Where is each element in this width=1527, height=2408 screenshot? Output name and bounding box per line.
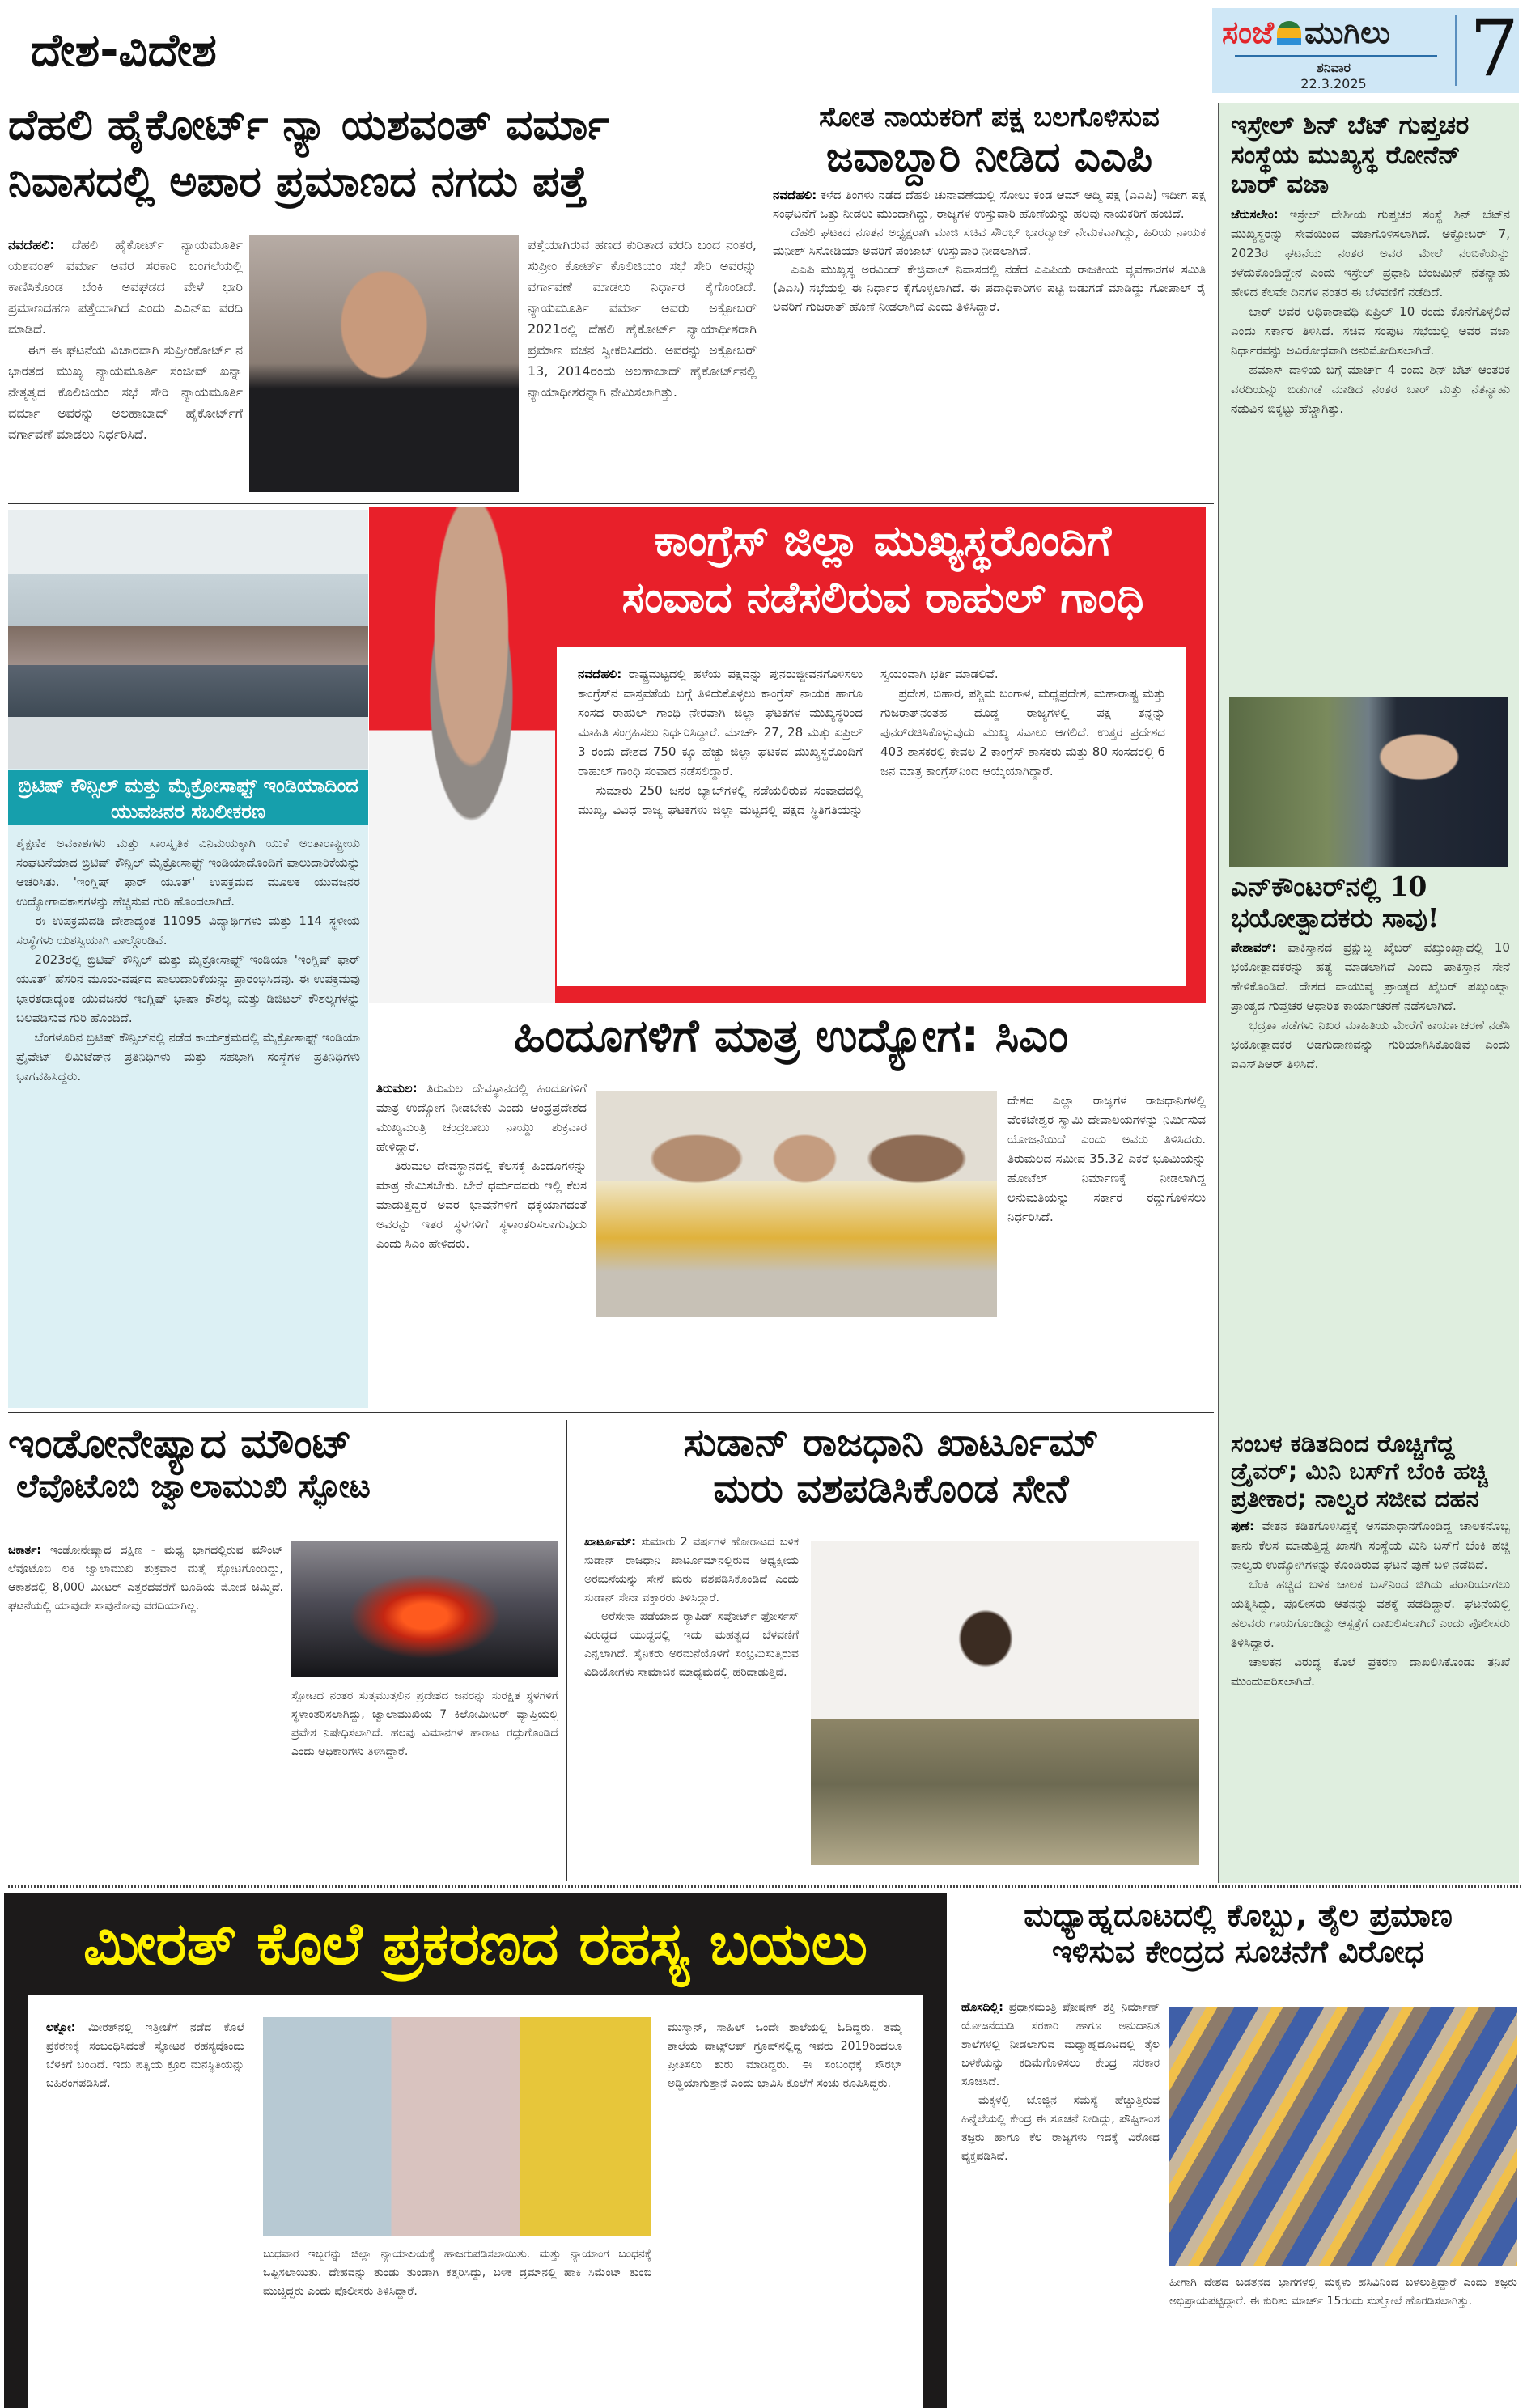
children-eating-photo [1169, 2007, 1517, 2266]
headline-line1: ಇಂಡೋನೇಷ್ಯಾದ ಮೌಂಟ್ [8, 1420, 352, 1467]
dateline: ನವದೆಹಲಿ: [773, 188, 817, 203]
paragraph: ರಾಷ್ಟ್ರಮಟ್ಟದಲ್ಲಿ ಹಳೆಯ ಪಕ್ಷವನ್ನು ಪುನರುಜ್ಜೀವನಗೊಳಿಸಲು ಕಾಂಗ್ರೆಸ್‌ನ ವಾಸ್ತವತೆಯ ಬಗ್ಗೆ ತಿಳಿದುಕೊಳ್ಳಲು ಕಾಂಗ್ರೆಸ್ ನಾಯಕ ಹಾಗೂ ಸಂಸದ ರಾಹುಲ್ ಗಾಂಧಿ ನೇರವಾಗಿ ಜಿಲ್ಲಾ ಘಟಕಗಳ ಮುಖ್ಯಸ್ಥರಿಂದ ಮಾಹಿತಿ ಸಂಗ್ರಹಿಸಲು ನಿರ್ಧರಿಸಿದ್ದಾರೆ. ಮಾರ್ಚ್ 27, 28 ಮತ್ತು ಏಪ್ರಿಲ್ 3 ರಂದು ದೇಶದ 750 ಕ್ಕೂ ಹೆಚ್ಚು ಜಿಲ್ಲಾ ಘಟಕದ ಮುಖ್ಯಸ್ಥರೊಂದಿಗೆ ರಾಹುಲ್ ಗಾಂಧಿ ಸಂವಾದ ನಡೆಸಲಿದ್ದಾರೆ. [578, 667, 863, 778]
article-body [1231, 938, 1510, 1074]
section-title: ದೇಶ-ವಿದೇಶ [31, 24, 217, 77]
headline-line1: ಮಧ್ಯಾಹ್ನದೂಟದಲ್ಲಿ ಕೊಬ್ಬು, ತೈಲ ಪ್ರಮಾಣ [1024, 1897, 1453, 1933]
paragraph: ತಿರುಮಲ ದೇವಸ್ಥಾನದಲ್ಲಿ ಕೆಲಸಕ್ಕೆ ಹಿಂದೂಗಳನ್ನು ಮಾತ್ರ ನೇಮಿಸಬೇಕು. ಬೇರೆ ಧರ್ಮದವರು ಇಲ್ಲಿ ಕೆಲಸ ಮಾಡುತ್ತಿದ್ದರೆ ಅವರ ಭಾವನೆಗಳಿಗೆ ಧಕ್ಕೆಯಾಗದಂತೆ ಅವರನ್ನು ಇತರ ಸ್ಥಳಗಳಿಗೆ ಸ್ಥಳಾಂತರಿಸಲಾಗುವುದು ಎಂದು ಸಿಎಂ ಹೇಳಿದರು. [376, 1159, 587, 1251]
article-body-col2 [528, 235, 757, 492]
article-body-col3 [668, 2019, 902, 2399]
dateline: ಜಕಾರ್ತ: [8, 1544, 41, 1557]
paragraph: ಬೆಂಗಳೂರಿನ ಬ್ರಿಟಿಷ್ ಕೌನ್ಸಿಲ್‌ನಲ್ಲಿ ನಡೆದ ಕಾರ್ಯಕ್ರಮದಲ್ಲಿ ಮೈಕ್ರೋಸಾಫ್ಟ್ ಇಂಡಿಯಾ ಪ್ರೈವೇಟ್ ಲಿಮಿಟೆಡ್‌ನ ಪ್ರತಿನಿಧಿಗಳು ಮತ್ತು ಸಹಭಾಗಿ ಸಂಸ್ಥೆಗಳ ಪ್ರತಿನಿಧಿಗಳು ಭಾಗವಹಿಸಿದ್ದರು. [16, 1030, 360, 1083]
dateline: ಖಾರ್ಟೂಮ್: [584, 1536, 636, 1549]
paragraph: ಪತ್ತೆಯಾಗಿರುವ ಹಣದ ಕುರಿತಾದ ವರದಿ ಬಂದ ನಂತರ, ಸುಪ್ರೀಂ ಕೋರ್ಟ್ ಕೊಲಿಜಿಯಂ ಸಭೆ ಸೇರಿ ಅವರನ್ನು ವರ್ಗಾವಣೆ ಮಾಡಲು ನಿರ್ಧಾರ ಕೈಗೊಂಡಿದೆ. ನ್ಯಾಯಮೂರ್ತಿ ವರ್ಮಾ ಅವರು ಅಕ್ಟೋಬರ್ 2021ರಲ್ಲಿ ದೆಹಲಿ ಹೈಕೋರ್ಟ್ ನ್ಯಾಯಾಧೀಶರಾಗಿ ಪ್ರಮಾಣ ವಚನ ಸ್ವೀಕರಿಸಿದರು. ಅವರನ್ನು ಅಕ್ಟೋಬರ್ 13, 2014ರಂದು ಅಲಹಾಬಾದ್ ಹೈಕೋರ್ಟ್‌ನಲ್ಲಿ ನ್ಯಾಯಾಧೀಶರನ್ನಾಗಿ ನೇಮಿಸಲಾಗಿತ್ತು. [528, 237, 757, 400]
paragraph: 2023ರಲ್ಲಿ ಬ್ರಿಟಿಷ್ ಕೌನ್ಸಿಲ್ ಮತ್ತು ಮೈಕ್ರೋಸಾಫ್ಟ್ ಇಂಡಿಯಾ 'ಇಂಗ್ಲಿಷ್ ಫಾರ್ ಯೂತ್' ಹೆಸರಿನ ಮೂರು-ವರ್ಷದ ಪಾಲುದಾರಿಕೆಯನ್ನು ಪ್ರಾರಂಭಿಸಿದವು. ಈ ಉಪಕ್ರಮವು ಭಾರತದಾದ್ಯಂತ ಯುವಜನರ ಇಂಗ್ಲಿಷ್ ಭಾಷಾ ಕೌಶಲ್ಯ ಮತ್ತು ಡಿಜಿಟಲ್ ಕೌಶಲ್ಯಗಳನ್ನು ಬಲಪಡಿಸುವ ಗುರಿ ಹೊಂದಿದೆ. [16, 952, 360, 1025]
paragraph: ಇಂಡೋನೇಷ್ಯಾದ ದಕ್ಷಿಣ - ಮಧ್ಯ ಭಾಗದಲ್ಲಿರುವ ಮೌಂಟ್ ಲೆವೊಟೊಬಿ ಲಕಿ ಜ್ವಾಲಾಮುಖಿ ಶುಕ್ರವಾರ ಮತ್ತೆ ಸ್ಫೋಟಗೊಂಡಿದ್ದು, ಆಕಾಶದಲ್ಲಿ 8,000 ಮೀಟರ್ ಎತ್ತರದವರೆಗೆ ಬೂದಿಯ ಮೋಡ ಚಿಮ್ಮಿದೆ. ಘಟನೆಯಲ್ಲಿ ಯಾವುದೇ ಸಾವುನೋವು ವರದಿಯಾಗಿಲ್ಲ. [8, 1544, 283, 1613]
dateline: ಜೆರುಸಲೇಂ: [1231, 206, 1279, 222]
headline: ಹಿಂದೂಗಳಿಗೆ ಮಾತ್ರ ಉದ್ಯೋಗ: ಸಿಎಂ [513, 1010, 1069, 1062]
article-body-col2 [263, 2245, 651, 2399]
paragraph: ಮಕ್ಕಳಲ್ಲಿ ಬೊಜ್ಜಿನ ಸಮಸ್ಯೆ ಹೆಚ್ಚುತ್ತಿರುವ ಹಿನ್ನೆಲೆಯಲ್ಲಿ ಕೇಂದ್ರ ಈ ಸೂಚನೆ ನೀಡಿದ್ದು, ಪೌಷ್ಟಿಕಾಂಶ ತಜ್ಞರು ಹಾಗೂ ಕೆಲ ರಾಜ್ಯಗಳು ಇದಕ್ಕೆ ವಿರೋಧ ವ್ಯಕ್ತಪಡಿಸಿವೆ. [961, 2094, 1160, 2163]
headline: ಇಸ್ರೇಲ್ ಶಿನ್ ಬೆಟ್ ಗುಪ್ತಚರ ಸಂಸ್ಥೆಯ ಮುಖ್ಯಸ್ಥ ರೋನೆನ್ ಬಾರ್ ವಜಾ [1231, 111, 1470, 200]
paragraph: ಬೆಂಕಿ ಹಚ್ಚಿದ ಬಳಿಕ ಚಾಲಕ ಬಸ್‌ನಿಂದ ಜಿಗಿದು ಪರಾರಿಯಾಗಲು ಯತ್ನಿಸಿದ್ದು, ಪೊಲೀಸರು ಆತನನ್ನು ವಶಕ್ಕೆ ಪಡೆದಿದ್ದಾರೆ. ಘಟನೆಯಲ್ಲಿ ಹಲವರು ಗಾಯಗೊಂಡಿದ್ದು ಆಸ್ಪತ್ರೆಗೆ ದಾಖಲಿಸಲಾಗಿದೆ ಎಂದು ಪೊಲೀಸರು ತಿಳಿಸಿದ್ದಾರೆ. [1231, 1576, 1510, 1650]
article-body [557, 647, 1186, 986]
article-encounter [1231, 871, 1510, 1422]
headline-line2: ಇಳಿಸುವ ಕೇಂದ್ರದ ಸೂಚನೆಗೆ ವಿರೋಧ [1052, 1933, 1424, 1969]
article-body [16, 833, 360, 1400]
paragraph: ತಿರುಮಲ ದೇವಸ್ಥಾನದಲ್ಲಿ ಹಿಂದೂಗಳಿಗೆ ಮಾತ್ರ ಉದ್ಯೋಗ ನೀಡಬೇಕು ಎಂದು ಆಂಧ್ರಪ್ರದೇಶದ ಮುಖ್ಯಮಂತ್ರಿ ಚಂದ್ರಬಾಬು ನಾಯ್ಡು ಶುಕ್ರವಾರ ಹೇಳಿದ್ದಾರೆ. [376, 1081, 587, 1154]
dateline: ಪೇಶಾವರ್: [1231, 939, 1277, 955]
dateline: ನವದೆಹಲಿ: [8, 237, 55, 252]
paragraph: ಬಾರ್ ಅವರ ಅಧಿಕಾರಾವಧಿ ಏಪ್ರಿಲ್ 10 ರಂದು ಕೊನೆಗೊಳ್ಳಲಿದೆ ಎಂದು ಸರ್ಕಾರ ತಿಳಿಸಿದೆ. ಸಚಿವ ಸಂಪುಟ ಸಭೆಯಲ್ಲಿ ಅವರ ವಜಾ ನಿರ್ಧಾರವನ್ನು ಅವಿರೋಧವಾಗಿ ಅನುಮೋದಿಸಲಾಗಿದೆ. [1231, 303, 1510, 358]
headline-line1: ಸೋತ ನಾಯಕರಿಗೆ ಪಕ್ಷ ಬಲಗೊಳಿಸುವ [819, 101, 1160, 134]
page-number: 7 [1470, 8, 1519, 93]
article-rahul-gandhi [369, 507, 1206, 1003]
headline-line1: ಸುಡಾನ್ ರಾಜಧಾನಿ ಖಾರ್ಟೂಮ್ [683, 1420, 1099, 1465]
dateline: ತಿರುಮಲ: [376, 1081, 418, 1096]
paragraph: ಶೈಕ್ಷಣಿಕ ಅವಕಾಶಗಳು ಮತ್ತು ಸಾಂಸ್ಕೃತಿಕ ವಿನಿಮಯಕ್ಕಾಗಿ ಯುಕೆ ಅಂತಾರಾಷ್ಟ್ರೀಯ ಸಂಘಟನೆಯಾದ ಬ್ರಿಟಿಷ್ ಕೌನ್ಸಿಲ್ ಮೈಕ್ರೋಸಾಫ್ಟ್ ಇಂಡಿಯಾದೊಂದಿಗೆ ಪಾಲುದಾರಿಕೆಯನ್ನು ಆಚರಿಸಿತು. 'ಇಂಗ್ಲಿಷ್ ಫಾರ್ ಯೂತ್' ಉಪಕ್ರಮದ ಮೂಲಕ ಯುವಜನರ ಉದ್ಯೋಗಾವಕಾಶಗಳನ್ನು ಹೆಚ್ಚಿಸುವ ಗುರಿ ಹೊಂದಲಾಗಿದೆ. [16, 836, 360, 909]
headline: ದೆಹಲಿ ಹೈಕೋರ್ಟ್ ನ್ಯಾ ಯಶವಂತ್ ವರ್ಮಾ ನಿವಾಸದಲ್ಲಿ ಅಪಾರ ಪ್ರಮಾಣದ ನಗದು ಪತ್ತೆ [8, 101, 610, 206]
paragraph: ಎಎಪಿ ಮುಖ್ಯಸ್ಥ ಅರವಿಂದ್ ಕೇಜ್ರಿವಾಲ್ ನಿವಾಸದಲ್ಲಿ ನಡೆದ ಎಎಪಿಯ ರಾಜಕೀಯ ವ್ಯವಹಾರಗಳ ಸಮಿತಿ (ಪಿಎಸಿ) ಸಭೆಯಲ್ಲಿ ಈ ನಿರ್ಧಾರ ಕೈಗೊಳ್ಳಲಾಗಿದೆ. ಈ ಪದಾಧಿಕಾರಿಗಳ ಪಟ್ಟಿ ಬಿಡುಗಡೆ ಮಾಡಿದ್ದು ಗೋಪಾಲ್ ರೈ ಅವರಿಗೆ ಗುಜರಾತ್ ಹೊಣೆ ನೀಡಲಾಗಿದೆ ಎಂದು ತಿಳಿಸಿದ್ದಾರೆ. [773, 262, 1206, 315]
article-indonesia-volcano [8, 1420, 562, 1881]
article-body [773, 186, 1206, 316]
article-body [8, 235, 243, 492]
paragraph: ಇಸ್ರೇಲ್ ದೇಶೀಯ ಗುಪ್ತಚರ ಸಂಸ್ಥೆ ಶಿನ್ ಬೆಟ್‌ನ ಮುಖ್ಯಸ್ಥರನ್ನು ಸೇವೆಯಿಂದ ವಜಾಗೊಳಿಸಲಾಗಿದೆ. ಅಕ್ಟೋಬರ್ 7, 2023ರ ಘಟನೆಯ ನಂತರ ಅವರ ಮೇಲೆ ನಂಬಿಕೆಯನ್ನು ಕಳೆದುಕೊಂಡಿದ್ದೇನೆ ಎಂದು ಇಸ್ರೇಲ್ ಪ್ರಧಾನಿ ಬೆಂಜಮಿನ್ ನೆತನ್ಯಾಹು ಹೇಳಿದ ಕೆಲವೇ ದಿನಗಳ ನಂತರ ಈ ಬೆಳವಣಿಗೆ ನಡೆದಿದೆ. [1231, 206, 1510, 299]
masthead-date: 22.3.2025 [1300, 76, 1367, 91]
paragraph: ಈಗ ಈ ಘಟನೆಯ ವಿಚಾರವಾಗಿ ಸುಪ್ರೀಂಕೋರ್ಟ್ ನ ಭಾರತದ ಮುಖ್ಯ ನ್ಯಾಯಮೂರ್ತಿ ಸಂಜೀವ್ ಖನ್ನಾ ನೇತೃತ್ವದ ಕೊಲಿಜಿಯಂ ಸಭೆ ಸೇರಿ ನ್ಯಾಯಮೂರ್ತಿ ವರ್ಮಾ ಅವರನ್ನು ಅಲಹಾಬಾದ್ ಹೈಕೋರ್ಟ್‌ಗೆ ವರ್ಗಾವಣೆ ಮಾಡಲು ನಿರ್ಧರಿಸಿದೆ. [8, 342, 243, 442]
headline: ಸಂಬಳ ಕಡಿತದಿಂದ ರೊಚ್ಚಿಗೆದ್ದ ಡ್ರೈವರ್; ಮಿನಿ ಬಸ್‌ಗೆ ಬೆಂಕಿ ಹಚ್ಚಿ ಪ್ರತೀಕಾರ; ನಾಲ್ವರ ಸಜೀವ ದಹನ [1231, 1430, 1488, 1513]
paragraph: ದೆಹಲಿ ಹೈಕೋರ್ಟ್ ನ್ಯಾಯಮೂರ್ತಿ ಯಶವಂತ್ ವರ್ಮಾ ಅವರ ಸರಕಾರಿ ಬಂಗಲೆಯಲ್ಲಿ ಕಾಣಿಸಿಕೊಂಡ ಬೆಂಕಿ ಅವಘಡದ ವೇಳೆ ಭಾರಿ ಪ್ರಮಾಣದಹಣ ಪತ್ತೆಯಾಗಿದೆ ಎಂದು ಎಎನ್‌ಐ ವರದಿ ಮಾಡಿದೆ. [8, 237, 243, 337]
headline-line1: ಕಾಂಗ್ರೆಸ್ ಜಿಲ್ಲಾ ಮುಖ್ಯಸ್ಥರೊಂದಿಗೆ [654, 517, 1112, 566]
article-meerut [4, 1893, 947, 2408]
palm-sun-logo-icon [1277, 21, 1301, 45]
group-photo [8, 510, 368, 769]
dateline: ನವದೆಹಲಿ: [578, 667, 622, 681]
chandrababu-naidu-photo [596, 1091, 997, 1317]
article-delhi-hc [8, 97, 757, 502]
article-cm-hindu-jobs [376, 1010, 1206, 1408]
paragraph: ಅರೆಸೇನಾ ಪಡೆಯಾದ ರ್‍ಯಾಪಿಡ್ ಸಪೋರ್ಟ್ ಫೋರ್ಸಸ್ ವಿರುದ್ಧದ ಯುದ್ಧದಲ್ಲಿ ಇದು ಮಹತ್ವದ ಬೆಳವಣಿಗೆ ಎನ್ನಲಾಗಿದೆ. ಸೈನಿಕರು ಅರಮನೆಯೊಳಗೆ ಸಂಭ್ರಮಿಸುತ್ತಿರುವ ವಿಡಿಯೋಗಳು ಸಾಮಾಜಿಕ ಮಾಧ್ಯಮದಲ್ಲಿ ಹರಿದಾಡುತ್ತಿವೆ. [584, 1610, 799, 1679]
ronen-bar-photo [1229, 697, 1508, 867]
article-british-council [8, 510, 368, 1408]
paragraph: ಸ್ಫೋಟದ ನಂತರ ಸುತ್ತಮುತ್ತಲಿನ ಪ್ರದೇಶದ ಜನರನ್ನು ಸುರಕ್ಷಿತ ಸ್ಥಳಗಳಿಗೆ ಸ್ಥಳಾಂತರಿಸಲಾಗಿದ್ದು, ಜ್ವಾಲಾಮುಖಿಯ 7 ಕಿಲೋಮೀಟರ್ ವ್ಯಾಪ್ತಿಯಲ್ಲಿ ಪ್ರವೇಶ ನಿಷೇಧಿಸಲಾಗಿದೆ. ಹಲವು ವಿಮಾನಗಳ ಹಾರಾಟ ರದ್ದುಗೊಂಡಿದೆ ಎಂದು ಅಧಿಕಾರಿಗಳು ತಿಳಿಸಿದ್ದಾರೆ. [291, 1689, 558, 1758]
volcano-eruption-photo [291, 1541, 558, 1677]
paragraph: ಹೀಗಾಗಿ ದೇಶದ ಬಡತನದ ಭಾಗಗಳಲ್ಲಿ ಮಕ್ಕಳು ಹಸಿವಿನಿಂದ ಬಳಲುತ್ತಿದ್ದಾರೆ ಎಂದು ತಜ್ಞರು ಅಭಿಪ್ರಾಯಪಟ್ಟಿದ್ದಾರೆ. ಈ ಕುರಿತು ಮಾರ್ಚ್ 15ರಂದು ಸುತ್ತೋಲೆ ಹೊರಡಿಸಲಾಗಿತ್ತು. [1169, 2276, 1517, 2308]
headline-line2: ಸಂವಾದ ನಡೆಸಲಿರುವ ರಾಹುಲ್ ಗಾಂಧಿ [621, 574, 1144, 622]
dateline: ಪುಣೆ: [1231, 1518, 1255, 1533]
judge-photo [249, 235, 519, 492]
headline-banner [8, 770, 368, 825]
sudan-soldiers-photo [811, 1541, 1199, 1865]
paragraph: ಪ್ರದೇಶ, ಬಿಹಾರ, ಪಶ್ಚಿಮ ಬಂಗಾಳ, ಮಧ್ಯಪ್ರದೇಶ, ಮಹಾರಾಷ್ಟ್ರ ಮತ್ತು ಗುಜರಾತ್‌ನಂತಹ ದೊಡ್ಡ ರಾಜ್ಯಗಳಲ್ಲಿ ಪಕ್ಷ ತನ್ನನ್ನು ಪುನರ್‌ರಚಿಸಿಕೊಳ್ಳುವುದು ಮುಖ್ಯ ಸವಾಲು ಆಗಲಿದೆ. ಉತ್ತರ ಪ್ರದೇಶದ 403 ಶಾಸಕರಲ್ಲಿ ಕೇವಲ 2 ಕಾಂಗ್ರೆಸ್ ಶಾಸಕರು ಮತ್ತು 80 ಸಂಸದರಲ್ಲಿ 6 ಜನ ಮಾತ್ರ ಕಾಂಗ್ರೆಸ್‌ನಿಂದ ಆಯ್ಕೆಯಾಗಿದ್ದಾರೆ. [880, 686, 1165, 778]
masthead-name-part1: ಸಂಜೆ [1222, 15, 1275, 50]
paragraph: ಭದ್ರತಾ ಪಡೆಗಳು ನಿಖರ ಮಾಹಿತಿಯ ಮೇರೆಗೆ ಕಾರ್ಯಾಚರಣೆ ನಡೆಸಿ ಭಯೋತ್ಪಾದಕರ ಅಡಗುದಾಣವನ್ನು ಗುರಿಯಾಗಿಸಿಕೊಂಡಿವೆ ಎಂದು ಐಎಸ್‌ಪಿಆರ್ ತಿಳಿಸಿದೆ. [1231, 1017, 1510, 1071]
paragraph: ಬುಧವಾರ ಇಬ್ಬರನ್ನು ಜಿಲ್ಲಾ ನ್ಯಾಯಾಲಯಕ್ಕೆ ಹಾಜರುಪಡಿಸಲಾಯಿತು. ಮತ್ತು ನ್ಯಾಯಾಂಗ ಬಂಧನಕ್ಕೆ ಒಪ್ಪಿಸಲಾಯಿತು. ದೇಹವನ್ನು ತುಂಡು ತುಂಡಾಗಿ ಕತ್ತರಿಸಿದ್ದು, ಬಳಿಕ ಡ್ರಮ್‌ನಲ್ಲಿ ಹಾಕಿ ಸಿಮೆಂಟ್ ತುಂಬಿ ಮುಚ್ಚಿದ್ದರು ಎಂದು ಪೊಲೀಸರು ತಿಳಿಸಿದ್ದಾರೆ. [263, 2248, 651, 2298]
dateline: ಲಕ್ನೋ: [46, 2021, 76, 2034]
article-aap [773, 101, 1206, 502]
article-body [1231, 1516, 1510, 1691]
headline: ಬ್ರಿಟಿಷ್ ಕೌನ್ಸಿಲ್ ಮತ್ತು ಮೈಕ್ರೋಸಾಫ್ಟ್ ಇಂಡಿಯಾದಿಂದ ಯುವಜನರ ಸಬಲೀಕರಣ [18, 774, 358, 823]
headline-line2: ಮರು ವಶಪಡಿಸಿಕೊಂಡ ಸೇನೆ [713, 1465, 1069, 1511]
masthead-name-part2: ಮುಗಿಲು [1304, 15, 1390, 50]
masthead-day: ಶನಿವಾರ [1316, 60, 1351, 75]
article-salary-driver [1231, 1430, 1510, 1879]
paragraph: ಸುಮಾರು 250 ಜನರ ಬ್ಯಾಚ್‌ಗಳಲ್ಲಿ ನಡೆಯಲಿರುವ ಸಂವಾದದಲ್ಲಿ ಮುಖ್ಯ, ವಿವಿಧ ರಾಜ್ಯ ಘಟಕಗಳು ಜಿಲ್ಲಾ ಮಟ್ಟದಲ್ಲಿ ಪಕ್ಷದ ಸ್ಥಿತಿಗತಿಯನ್ನು ಸ್ವಯಂವಾಗಿ ಭರ್ತಿ ಮಾಡಲಿವೆ. [578, 667, 999, 817]
paragraph: ವೇತನ ಕಡಿತಗೊಳಿಸಿದ್ದಕ್ಕೆ ಅಸಮಾಧಾನಗೊಂಡಿದ್ದ ಚಾಲಕನೊಬ್ಬ ತಾನು ಕೆಲಸ ಮಾಡುತ್ತಿದ್ದ ಖಾಸಗಿ ಸಂಸ್ಥೆಯ ಮಿನಿ ಬಸ್‌ಗೆ ಬೆಂಕಿ ಹಚ್ಚಿ ನಾಲ್ವರು ಉದ್ಯೋಗಿಗಳನ್ನು ಕೊಂದಿರುವ ಘಟನೆ ಪುಣೆ ಬಳಿ ನಡೆದಿದೆ. [1231, 1518, 1510, 1572]
dateline: ಹೊಸದಿಲ್ಲಿ: [961, 2001, 1003, 2014]
paragraph: ಈ ಉಪಕ್ರಮದಡಿ ದೇಶಾದ್ಯಂತ 11095 ವಿದ್ಯಾರ್ಥಿಗಳು ಮತ್ತು 114 ಸ್ಥಳೀಯ ಸಂಸ್ಥೆಗಳು ಯಶಸ್ವಿಯಾಗಿ ಪಾಲ್ಗೊಂಡಿವೆ. [16, 914, 360, 948]
paragraph: ದೆಹಲಿ ಘಟಕದ ನೂತನ ಅಧ್ಯಕ್ಷರಾಗಿ ಮಾಜಿ ಸಚಿವ ಸೌರಭ್ ಭಾರದ್ವಾಜ್ ನೇಮಕವಾಗಿದ್ದು, ಹಿರಿಯ ನಾಯಕ ಮನೀಶ್ ಸಿಸೋಡಿಯಾ ಅವರಿಗೆ ಪಂಜಾಬ್ ಉಸ್ತುವಾರಿ ನೀಡಲಾಗಿದೆ. [773, 225, 1206, 259]
article-body [46, 2019, 244, 2399]
paragraph: ಪಾಕಿಸ್ತಾನದ ಪ್ರಕ್ಷುಬ್ಧ ಖೈಬರ್ ಪಖ್ತುಂಖ್ವಾದಲ್ಲಿ 10 ಭಯೋತ್ಪಾದಕರನ್ನು ಹತ್ಯೆ ಮಾಡಲಾಗಿದೆ ಎಂದು ಪಾಕಿಸ್ತಾನ ಸೇನೆ ಹೇಳಿಕೊಂಡಿದೆ. ದೇಶದ ವಾಯುವ್ಯ ಪ್ರಾಂತ್ಯದ ಖೈಬರ್ ಪಖ್ತುಂಖ್ವಾ ಪ್ರಾಂತ್ಯದ ಗುಪ್ತಚರ ಆಧಾರಿತ ಕಾರ್ಯಾಚರಣೆ ನಡೆಸಲಾಗಿದೆ. [1231, 939, 1510, 1013]
accused-photos [263, 2017, 651, 2236]
paragraph: ಕಳೆದ ತಿಂಗಳು ನಡೆದ ದೆಹಲಿ ಚುನಾವಣೆಯಲ್ಲಿ ಸೋಲು ಕಂಡ ಆಮ್ ಆದ್ಮಿ ಪಕ್ಷ (ಎಎಪಿ) ಇದೀಗ ಪಕ್ಷ ಸಂಘಟನೆಗೆ ಒತ್ತು ನೀಡಲು ಮುಂದಾಗಿದ್ದು, ರಾಜ್ಯಗಳ ಉಸ್ತುವಾರಿ ಹೊಣೆಯನ್ನು ಹಲವು ನಾಯಕರಿಗೆ ಹಂಚಿದೆ. [773, 188, 1206, 222]
paragraph: ಪ್ರಧಾನಮಂತ್ರಿ ಪೋಷಣ್ ಶಕ್ತಿ ನಿರ್ಮಾಣ್ ಯೋಜನೆಯಡಿ ಸರಕಾರಿ ಹಾಗೂ ಅನುದಾನಿತ ಶಾಲೆಗಳಲ್ಲಿ ನೀಡಲಾಗುವ ಮಧ್ಯಾಹ್ನದೂಟದಲ್ಲಿ ತೈಲ ಬಳಕೆಯನ್ನು ಕಡಿಮೆಗೊಳಿಸಲು ಕೇಂದ್ರ ಸರಕಾರ ಸೂಚಿಸಿದೆ. [961, 2001, 1160, 2088]
headline-line2: ಲೆವೊಟೊಬಿ ಜ್ವಾಲಾಮುಖಿ ಸ್ಫೋಟ [16, 1468, 371, 1505]
headline-line2: ಜವಾಬ್ದಾರಿ ನೀಡಿದ ಎಎಪಿ [825, 134, 1153, 181]
article-body [584, 1533, 799, 1873]
article-body-col2 [1169, 2274, 1517, 2403]
article-body-col2 [291, 1687, 558, 1873]
article-sudan [576, 1420, 1206, 1881]
paragraph: ಮುಸ್ಕಾನ್, ಸಾಹಿಲ್ ಒಂದೇ ಶಾಲೆಯಲ್ಲಿ ಓದಿದ್ದರು. ತಮ್ಮ ಶಾಲೆಯ ವಾಟ್ಸ್‌ಆಪ್ ಗ್ರೂಪ್‌ನಲ್ಲಿದ್ದ ಇವರು 2019ರಿಂದಲೂ ಪ್ರೀತಿಸಲು ಶುರು ಮಾಡಿದ್ದರು. ಈ ಸಂಬಂಧಕ್ಕೆ ಸೌರಭ್ ಅಡ್ಡಿಯಾಗುತ್ತಾನೆ ಎಂದು ಭಾವಿಸಿ ಕೊಲೆಗೆ ಸಂಚು ರೂಪಿಸಿದ್ದರು. [668, 2021, 902, 2090]
paragraph: ಸುಮಾರು 2 ವರ್ಷಗಳ ಹೋರಾಟದ ಬಳಿಕ ಸುಡಾನ್ ರಾಜಧಾನಿ ಖಾರ್ಟೂಮ್‌ನಲ್ಲಿರುವ ಅಧ್ಯಕ್ಷೀಯ ಅರಮನೆಯನ್ನು ಸೇನೆ ಮರು ವಶಪಡಿಸಿಕೊಂಡಿದೆ ಎಂದು ಸುಡಾನ್ ಸೇನಾ ವಕ್ತಾರರು ತಿಳಿಸಿದ್ದಾರೆ. [584, 1536, 799, 1605]
paragraph: ಚಾಲಕನ ವಿರುದ್ಧ ಕೊಲೆ ಪ್ರಕರಣ ದಾಖಲಿಸಿಕೊಂಡು ತನಿಖೆ ಮುಂದುವರಿಸಲಾಗಿದೆ. [1231, 1654, 1510, 1689]
paragraph: ಮೀರತ್‌ನಲ್ಲಿ ಇತ್ತೀಚೆಗೆ ನಡೆದ ಕೊಲೆ ಪ್ರಕರಣಕ್ಕೆ ಸಂಬಂಧಿಸಿದಂತೆ ಸ್ಫೋಟಕ ರಹಸ್ಯವೊಂದು ಬೆಳಕಿಗೆ ಬಂದಿದೆ. ಇದು ಪತ್ನಿಯ ಕ್ರೂರ ಮನಸ್ಥಿತಿಯನ್ನು ಬಹಿರಂಗಪಡಿಸಿದೆ. [46, 2021, 244, 2090]
article-body [1231, 205, 1510, 418]
article-body [8, 1541, 283, 1873]
paragraph: ದೇಶದ ಎಲ್ಲಾ ರಾಜ್ಯಗಳ ರಾಜಧಾನಿಗಳಲ್ಲಿ ವೆಂಕಟೇಶ್ವರ ಸ್ವಾಮಿ ದೇವಾಲಯಗಳನ್ನು ನಿರ್ಮಿಸುವ ಯೋಜನೆಯಿದೆ ಎಂದು ಅವರು ತಿಳಿಸಿದರು. ತಿರುಮಲದ ಸಮೀಪ 35.32 ಎಕರೆ ಭೂಮಿಯನ್ನು ಹೋಟೆಲ್ ನಿರ್ಮಾಣಕ್ಕೆ ನೀಡಲಾಗಿದ್ದ ಅನುಮತಿಯನ್ನು ಸರ್ಕಾರ ರದ್ದುಗೊಳಿಸಲು ನಿರ್ಧರಿಸಿದೆ. [1007, 1093, 1206, 1224]
article-body-col3 [1007, 1091, 1206, 1402]
article-box [28, 1995, 923, 2408]
article-midday-meal [955, 1897, 1521, 2408]
headline: ಮೀರತ್ ಕೊಲೆ ಪ್ರಕರಣದ ರಹಸ್ಯ ಬಯಲು [83, 1910, 868, 1978]
article-body [376, 1079, 587, 1402]
article-body [961, 1999, 1160, 2403]
masthead [1212, 8, 1519, 93]
article-israel [1231, 111, 1510, 693]
right-column [1218, 103, 1519, 1883]
paragraph: ಹಮಾಸ್ ದಾಳಿಯ ಬಗ್ಗೆ ಮಾರ್ಚ್ 4 ರಂದು ಶಿನ್ ಬೆಟ್ ಆಂತರಿಕ ವರದಿಯನ್ನು ಬಿಡುಗಡೆ ಮಾಡಿದ ನಂತರ ಬಾರ್ ಮತ್ತು ನೆತನ್ಯಾಹು ನಡುವಿನ ಬಿಕ್ಕಟ್ಟು ಹೆಚ್ಚಾಗಿತ್ತು. [1231, 362, 1510, 416]
rahul-gandhi-photo [369, 507, 555, 1003]
headline: ಎನ್‌ಕೌಂಟರ್‌ನಲ್ಲಿ 10 ಭಯೋತ್ಪಾದಕರು ಸಾವು! [1231, 871, 1440, 934]
